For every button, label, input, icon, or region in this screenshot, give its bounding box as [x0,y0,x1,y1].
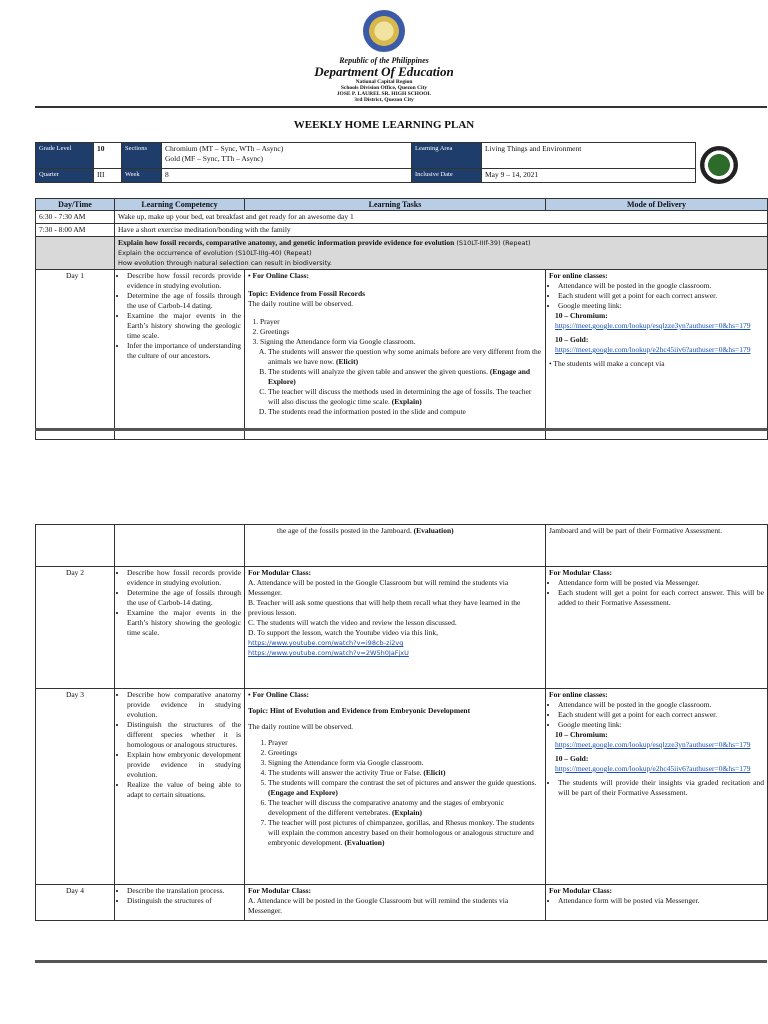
task-b: B. The students will analyze the given table and answer the given questions. (Engage and Explore) [268,367,542,387]
mode-item: • Attendance form will be posted via Messenger. [558,896,764,906]
day-3-topic: Topic: Hint of Evolution and Evidence from Embryonic Development [248,706,471,715]
task-c: C. The teacher will discuss the methods used in determining the age of fossils. The teacher will also discuss the geologic time scale. (Explain) [268,387,542,407]
mode-item: • Attendance will be posted in the google classroom. [558,700,764,710]
modular-class-heading: For Modular Class: [248,568,312,577]
objective-spacer [36,237,115,270]
day-2-mode [546,567,768,689]
competency-item: • Distinguish the structures of [127,896,241,906]
competency-item: • Examine the major events in the Earth’s history showing the geologic time scale. [127,608,241,638]
gold-label: 10 – Gold: [555,754,589,763]
online-class-heading: • For Online Class: [248,271,310,280]
day-4-competency [115,885,245,921]
online-class-heading: • For Online Class: [248,690,310,699]
competency-item: • Describe how comparative anatomy provide evidence in studying evolution. [127,690,241,720]
day-2-label: Day 2 [36,567,115,689]
chromium-meet-link[interactable]: https://meet.google.com/lookup/esqlzze3yn?authuser=0&hs=179 [555,740,751,749]
sections-value [162,143,412,169]
date-value: May 9 – 14, 2021 [482,169,696,183]
modular-class-heading: For Modular Class: [248,886,312,895]
header-mode: Mode of Delivery [546,199,768,211]
mode-modular-heading: For Modular Class: [549,568,613,577]
gold-label: 10 – Gold: [555,335,589,344]
time-2: 7:30 - 8:00 AM [36,224,115,237]
page-break-1 [35,428,767,431]
area-value: Living Things and Environment [482,143,696,169]
day-1-label: Day 1 [36,270,115,440]
header-day-time: Day/Time [36,199,115,211]
step-greetings: 2. Greetings [268,748,542,758]
header-rule [35,106,767,108]
day-1-tasks [245,270,546,440]
mode-item: • Google meeting link: [558,301,764,311]
quarter-value: III [94,169,122,183]
step-compare: 5. The students will compare the contrast the set of pictures and answer the guide questions. (Engage and Explore) [268,778,542,798]
week-label: Week [122,169,162,183]
grade-label: Grade Level [36,143,94,169]
mode-online-heading: For online classes: [549,690,608,699]
date-label: Inclusive Date [412,169,482,183]
week-value: 8 [162,169,412,183]
sections-label: Sections [122,143,162,169]
concept-note: • The students will make a concept via [549,359,665,368]
header-competency: Learning Competency [115,199,245,211]
insight-note: • The students will provide their insights via graded recitation and will be part of their Formative Assessment. [558,778,764,798]
day-4-mode [546,885,768,921]
day-1-topic: Topic: Evidence from Fossil Records [248,289,366,298]
step-attendance: 3. Signing the Attendance form via Google classroom. [268,758,542,768]
day-3-label: Day 3 [36,689,115,885]
mode-item: • Attendance form will be posted via Messenger. [558,578,764,588]
day-3-mode [546,689,768,885]
chromium-label: 10 – Chromium: [555,730,608,739]
day-2-task-c: C. The students will watch the video and review the lesson discussed. [248,618,457,627]
continuation-day [36,525,115,567]
region-line: National Capital Region [355,79,413,85]
objective-1-code: (S10LT-IIIf-39) (Repeat) [454,239,531,247]
objectives [115,237,768,270]
competency-item: • Examine the major events in the Earth’s history showing the geologic time scale. [127,311,241,341]
competency-item: • Describe the translation process. [127,886,241,896]
day-1-mode-cont: Jamboard and will be part of their Formative Assessment. [546,525,768,567]
competency-item: • Explain how embryonic development provide evidence in studying evolution. [127,750,241,780]
day-2-competency [115,567,245,689]
day-1-mode [546,270,768,440]
plan-table-page-2 [35,524,768,921]
competency-item: • Describe how fossil records provide evidence in studying evolution. [127,568,241,588]
mode-item: • Google meeting link: [558,720,764,730]
competency-item: • Determine the age of fossils through the use of Carbob-14 dating. [127,588,241,608]
school-line: JOSE P. LAUREL SR. HIGH SCHOOL [336,91,432,97]
day-1-task-d-cont: the age of the fossils posted in the Jamboard. (Evaluation) [245,525,546,567]
time-1: 6:30 - 7:30 AM [36,211,115,224]
district-line: 3rd District, Quezon City [354,97,414,103]
youtube-link-2[interactable]: https://www.youtube.com/watch?v=2W5h0JaFjxU [248,649,409,657]
competency-item: • Infer the importance of understanding the culture of our ancestors. [127,341,241,361]
step-greetings: 2. Greetings [260,327,542,337]
continuation-competency [115,525,245,567]
day-2-task-d: D. To support the lesson, watch the Youtube video via this link, [248,628,438,637]
step-attendance: 3. Signing the Attendance form via Google classroom. [260,337,542,347]
page-break-2 [35,960,767,963]
grade-value: 10 [94,143,122,169]
competency-item: • Realize the value of being able to adapt to certain situations. [127,780,241,800]
youtube-link-1[interactable]: https://www.youtube.com/watch?v=i98cb-zi2vg [248,639,404,647]
day-1-competency [115,270,245,440]
division-line: Schools Division Office, Quezon City [340,85,428,91]
page-title: WEEKLY HOME LEARNING PLAN [293,119,475,131]
day-3-routine: The daily routine will be observed. [248,722,353,731]
gold-meet-link[interactable]: https://meet.google.com/lookup/e2hc45iiv6?authuser=0&hs=179 [555,764,751,773]
school-logo-icon [700,146,738,184]
mode-item: • Each student will get a point for each correct answer. [558,710,764,720]
header-tasks: Learning Tasks [245,199,546,211]
competency-item: • Describe how fossil records provide evidence in studying evolution. [127,271,241,291]
day-3-competency [115,689,245,885]
department-line: Department Of Education [314,64,454,79]
day-2-task-b: B. Teacher will ask some questions that will help them recall what they have learned in the previous lesson. [248,598,521,617]
day-4-label: Day 4 [36,885,115,921]
mode-online-heading: For online classes: [549,271,608,280]
quarter-label: Quarter [36,169,94,183]
day-2-tasks [245,567,546,689]
step-evaluate: 7. The teacher will post pictures of chimpanzee, gorillas, and Rhesus monkey. The students will explain the common ancestry based on their homologous or analogous structure and embryonic development. (Evaluation) [268,818,542,848]
gold-meet-link[interactable]: https://meet.google.com/lookup/e2hc45iiv6?authuser=0&hs=179 [555,345,751,354]
routine-2: Have a short exercise meditation/bonding with the family [115,224,768,237]
step-prayer: 1. Prayer [260,317,542,327]
day-4-task-a: A. Attendance will be posted in the Google Classroom but will remind the students via Messenger. [248,896,509,915]
area-label: Learning Area [412,143,482,169]
competency-item: • Determine the age of fossils through the use of Carbob-14 dating. [127,291,241,311]
mode-item: • Each student will get a point for each correct answer. [558,291,764,301]
mode-modular-heading: For Modular Class: [549,886,613,895]
step-true-false: 4. The students will answer the activity True or False. (Elicit) [268,768,542,778]
objective-3: How evolution through natural selection can result in biodiversity. [118,259,332,267]
day-1-routine: The daily routine will be observed. [248,299,353,308]
info-table [35,142,696,183]
step-prayer: 1. Prayer [268,738,542,748]
republic-line: Republic of the Philippines [339,56,429,65]
task-d: D. The students read the information posted in the slide and compute [268,407,542,417]
sections-line-2: Gold (MF – Sync, TTh – Async) [165,154,263,163]
page-2 [0,520,768,960]
step-discuss: 6. The teacher will discuss the comparative anatomy and the stages of embryonic development of the different vertebrates. (Explain) [268,798,542,818]
plan-table-page-1 [35,198,768,440]
routine-1: Wake up, make up your bed, eat breakfast and get ready for an awesome day 1 [115,211,768,224]
objective-2: Explain the occurrence of evolution (S10LT-IIIg-40) (Repeat) [118,249,312,257]
page-1 [0,0,768,430]
objective-1: Explain how fossil records, comparative anatomy, and genetic information provide evidence for evolution [118,238,455,247]
day-4-tasks [245,885,546,921]
day-2-task-a: A. Attendance will be posted in the Google Classroom but will remind the students via Messenger. [248,578,509,597]
chromium-meet-link[interactable]: https://meet.google.com/lookup/esqlzze3yn?authuser=0&hs=179 [555,321,751,330]
sections-line-1: Chromium (MT – Sync, WTh – Async) [165,144,284,153]
deped-seal-icon [363,10,405,52]
chromium-label: 10 – Chromium: [555,311,608,320]
day-3-tasks [245,689,546,885]
competency-item: • Distinguish the structures of the different species whether it is homologous or analogous structures. [127,720,241,750]
mode-item: • Each student will get a point for each correct answer. This will be added to their Formative Assessment. [558,588,764,608]
mode-item: • Attendance will be posted in the google classroom. [558,281,764,291]
task-a: A. The students will answer the question why some animals before are very different from the animals we have now. (Elicit) [268,347,542,367]
